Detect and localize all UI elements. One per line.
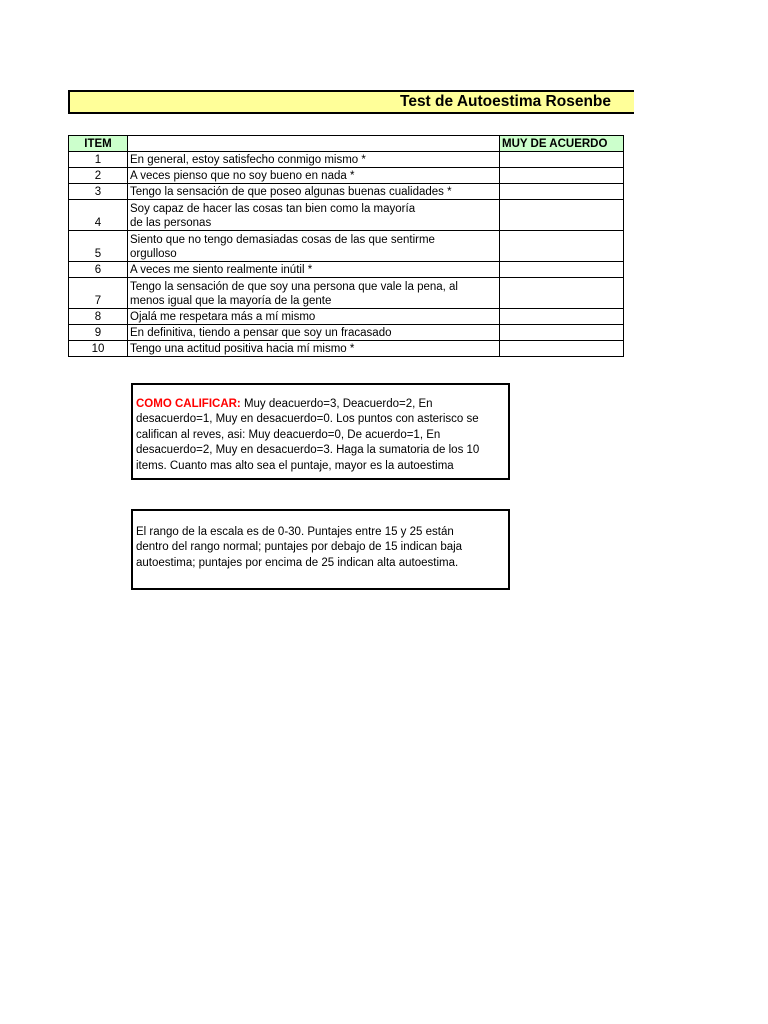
answer-cell[interactable] <box>500 278 624 309</box>
item-number: 6 <box>69 262 128 278</box>
scoring-line: califican al reves, asi: Muy deacuerdo=0, De acuerdo=1, En <box>136 428 441 441</box>
statement-line: Siento que no tengo demasiadas cosas de las que sentirme <box>130 234 435 246</box>
item-statement <box>128 231 500 262</box>
statement-line: menos igual que la mayoría de la gente <box>130 295 332 307</box>
table-row <box>69 325 624 341</box>
statement-line: En definitiva, tiendo a pensar que soy un fracasado <box>130 327 392 339</box>
header-item: ITEM <box>69 136 128 152</box>
statement-line: Tengo la sensación de que poseo algunas buenas cualidades * <box>130 186 452 198</box>
table-row <box>69 152 624 168</box>
range-line: autoestima; puntajes por encima de 25 indican alta autoestima. <box>136 556 459 569</box>
item-number: 5 <box>69 231 128 262</box>
range-line: El rango de la escala es de 0-30. Puntajes entre 15 y 25 están <box>136 526 454 538</box>
header-muy-de-acuerdo: MUY DE ACUERDO <box>500 136 624 152</box>
item-number: 1 <box>69 152 128 168</box>
item-number: 4 <box>69 200 128 231</box>
scoring-label: COMO CALIFICAR: <box>136 398 241 410</box>
item-number: 8 <box>69 309 128 325</box>
page-title: Test de Autoestima Rosenbe <box>400 93 612 110</box>
statement-line: A veces me siento realmente inútil * <box>130 264 313 276</box>
answer-cell[interactable] <box>500 200 624 231</box>
answer-cell[interactable] <box>500 231 624 262</box>
item-statement <box>128 168 500 184</box>
item-statement <box>128 200 500 231</box>
answer-cell[interactable] <box>500 309 624 325</box>
item-statement <box>128 341 500 357</box>
statement-line: Tengo la sensación de que soy una persona que vale la pena, al <box>130 281 458 293</box>
item-statement <box>128 325 500 341</box>
table-header-row <box>69 136 624 152</box>
table-row <box>69 184 624 200</box>
scoring-line: desacuerdo=1, Muy en desacuerdo=0. Los puntos con asterisco se <box>136 413 479 426</box>
scoring-instructions-box <box>131 383 510 480</box>
statement-line: orgulloso <box>130 248 177 260</box>
statement-line: Ojalá me respetara más a mí mismo <box>130 311 316 323</box>
range-line: dentro del rango normal; puntajes por debajo de 15 indican baja <box>136 541 463 554</box>
statement-line: En general, estoy satisfecho conmigo mismo * <box>130 154 366 166</box>
scoring-line: items. Cuanto mas alto sea el puntaje, mayor es la autoestima <box>136 459 454 472</box>
answer-cell[interactable] <box>500 152 624 168</box>
statement-line: Tengo una actitud positiva hacia mí mismo * <box>130 343 355 355</box>
item-statement <box>128 262 500 278</box>
item-number: 7 <box>69 278 128 309</box>
statement-line: Soy capaz de hacer las cosas tan bien como la mayoría <box>130 203 416 215</box>
item-number: 9 <box>69 325 128 341</box>
score-range-box <box>131 509 510 590</box>
title-bar <box>68 90 634 114</box>
table-row <box>69 168 624 184</box>
item-statement <box>128 278 500 309</box>
table-row <box>69 262 624 278</box>
table-row <box>69 231 624 262</box>
item-number: 10 <box>69 341 128 357</box>
header-statement <box>128 136 500 152</box>
table-row <box>69 200 624 231</box>
item-statement <box>128 184 500 200</box>
answer-cell[interactable] <box>500 341 624 357</box>
statement-line: de las personas <box>130 217 212 229</box>
table-row <box>69 278 624 309</box>
table-row <box>69 309 624 325</box>
table-row <box>69 341 624 357</box>
item-statement <box>128 152 500 168</box>
answer-cell[interactable] <box>500 262 624 278</box>
item-number: 3 <box>69 184 128 200</box>
answer-cell[interactable] <box>500 325 624 341</box>
item-statement <box>128 309 500 325</box>
scoring-line: desacuerdo=2, Muy en desacuerdo=3. Haga la sumatoria de los 10 <box>136 444 480 457</box>
answer-cell[interactable] <box>500 168 624 184</box>
statement-line: A veces pienso que no soy bueno en nada * <box>130 170 355 182</box>
items-table <box>68 135 624 357</box>
scoring-line: Muy deacuerdo=3, Deacuerdo=2, En <box>240 398 433 410</box>
answer-cell[interactable] <box>500 184 624 200</box>
item-number: 2 <box>69 168 128 184</box>
